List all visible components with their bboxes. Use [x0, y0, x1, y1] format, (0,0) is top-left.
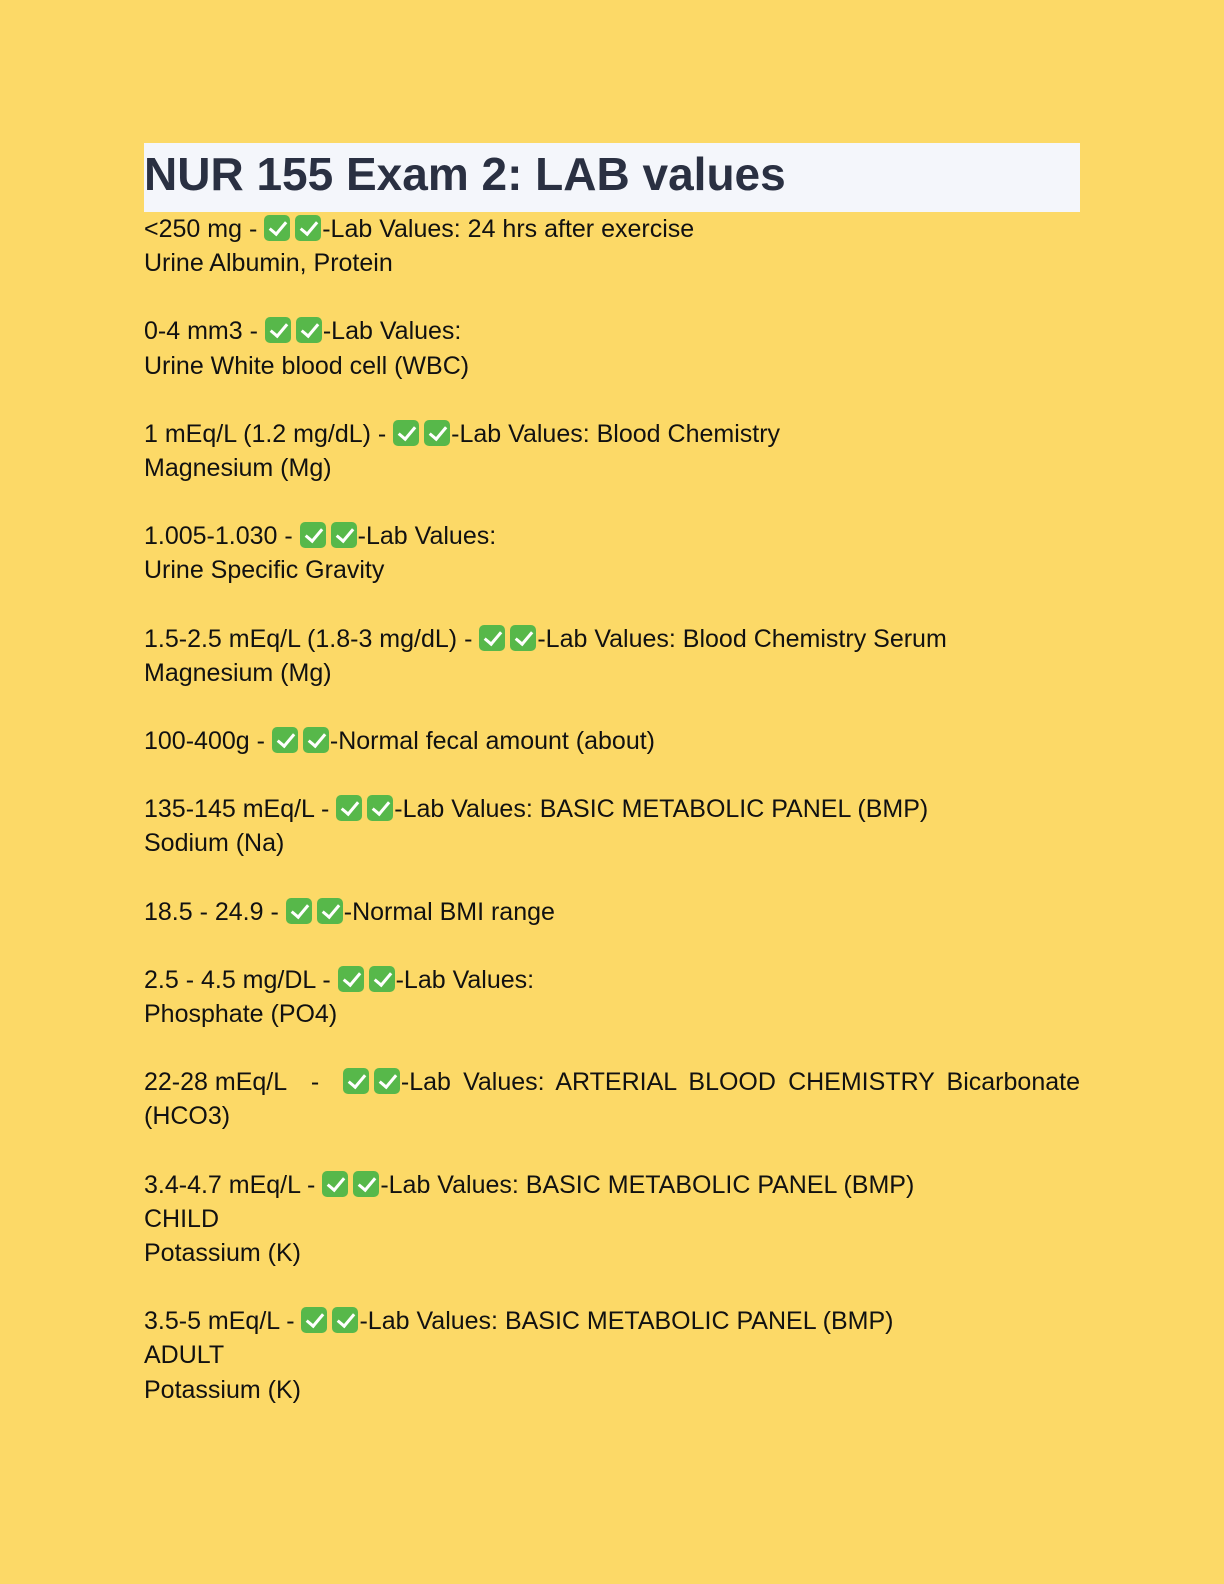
check-mark-icon: [338, 966, 364, 992]
check-mark-icon: [374, 1068, 400, 1094]
entry-label: -Lab Values:: [357, 522, 497, 551]
check-mark-icon: [295, 215, 321, 241]
check-marks: [264, 212, 322, 246]
page-title: NUR 155 Exam 2: LAB values: [144, 147, 786, 200]
check-marks: [393, 417, 451, 451]
entry-detail-line: Magnesium (Mg): [144, 658, 332, 687]
entry-value: <250 mg: [144, 215, 242, 243]
entry-label-group: [343, 1065, 1080, 1099]
entry-value: 100-400g: [144, 727, 250, 756]
entry-label: -Lab Values: BASIC METABOLIC PANEL (BMP): [380, 1170, 915, 1199]
lab-value-entry: [144, 212, 1080, 280]
entry-label: -Normal BMI range: [343, 897, 555, 926]
check-mark-icon: [424, 420, 450, 446]
lab-value-entry: [144, 724, 1080, 758]
entry-detail-line: Potassium (K): [144, 1375, 301, 1404]
entry-separator: -: [314, 795, 337, 824]
check-mark-icon: [264, 215, 290, 241]
entry-detail-line: Urine White blood cell (WBC): [144, 351, 470, 380]
entry-value: 22-28 mEq/L: [144, 1068, 288, 1097]
entry-label: -Lab Values: 24 hrs after exercise: [322, 215, 695, 243]
check-mark-icon: [367, 795, 393, 821]
entry-detail-line: Sodium (Na): [144, 829, 285, 858]
entry-first-line: [144, 417, 1080, 451]
entry-first-line: [144, 963, 1080, 997]
entry-separator: -: [242, 215, 265, 243]
check-mark-icon: [369, 966, 395, 992]
check-marks: [300, 519, 358, 553]
entry-separator: -: [370, 419, 394, 448]
entry-separator: -: [457, 624, 480, 653]
entry-label: -Lab Values:: [322, 317, 462, 346]
entry-detail-line: ADULT: [144, 1341, 225, 1370]
entry-detail-line: (HCO3): [144, 1102, 231, 1131]
entry-label: -Lab Values: Blood Chemistry Serum: [537, 624, 947, 653]
check-mark-icon: [336, 795, 362, 821]
entry-detail-line: Phosphate (PO4): [144, 1000, 338, 1029]
check-mark-icon: [510, 625, 536, 651]
lab-value-entry: [144, 1065, 1080, 1133]
check-marks: [343, 1065, 401, 1099]
check-marks: [336, 792, 394, 826]
entry-separator: -: [277, 522, 300, 551]
entry-separator: -: [279, 1307, 302, 1336]
entry-label: -Lab Values: ARTERIAL BLOOD CHEMISTRY Bicarbonate: [400, 1068, 1080, 1097]
check-marks: [338, 963, 396, 997]
entry-first-line: [144, 1065, 1080, 1099]
check-marks: [479, 622, 537, 656]
check-mark-icon: [301, 1307, 327, 1333]
entry-value: 3.4-4.7 mEq/L: [144, 1170, 301, 1199]
lab-value-entry: [144, 314, 1080, 382]
entry-first-line: [144, 792, 1080, 826]
lab-value-entry: [144, 622, 1080, 690]
lab-values-list: [144, 212, 1080, 1407]
check-mark-icon: [331, 522, 357, 548]
entry-first-line: [144, 519, 1080, 553]
entry-value: 1.5-2.5 mEq/L (1.8-3 mg/dL): [144, 624, 458, 653]
lab-value-entry: [144, 792, 1080, 860]
entry-value: 2.5 - 4.5 mg/DL: [144, 965, 316, 994]
entry-label: -Lab Values: Blood Chemistry: [451, 419, 781, 448]
entry-separator: -: [263, 897, 286, 926]
check-marks: [272, 724, 330, 758]
check-mark-icon: [332, 1307, 358, 1333]
entry-label: -Lab Values: BASIC METABOLIC PANEL (BMP): [359, 1307, 894, 1336]
entry-first-line: [144, 1168, 1080, 1202]
check-mark-icon: [479, 625, 505, 651]
entry-detail-line: CHILD: [144, 1204, 220, 1233]
entry-first-line: [144, 1304, 1080, 1338]
entry-detail-line: Magnesium (Mg): [144, 454, 332, 483]
entry-detail-line: Urine Albumin, Protein: [144, 249, 393, 278]
check-mark-icon: [393, 420, 419, 446]
entry-separator: -: [300, 1170, 323, 1199]
lab-value-entry: [144, 519, 1080, 587]
check-mark-icon: [353, 1171, 379, 1197]
entry-separator: -: [315, 965, 338, 994]
entry-detail-line: Potassium (K): [144, 1239, 301, 1268]
check-marks: [301, 1304, 359, 1338]
entry-first-line: [144, 895, 1080, 929]
title-bar: [144, 143, 1080, 212]
entry-separator: -: [249, 727, 272, 756]
entry-value: 18.5 - 24.9: [144, 897, 264, 926]
document-page: [144, 143, 1080, 1441]
check-marks: [322, 1168, 380, 1202]
entry-first-line: [144, 314, 1080, 348]
lab-value-entry: [144, 963, 1080, 1031]
lab-value-entry: [144, 1168, 1080, 1271]
entry-value: 135-145 mEq/L: [144, 795, 315, 824]
lab-value-entry: [144, 1304, 1080, 1407]
lab-value-entry: [144, 417, 1080, 485]
entry-value: 1 mEq/L (1.2 mg/dL): [144, 419, 371, 448]
entry-label: -Lab Values: BASIC METABOLIC PANEL (BMP): [394, 795, 929, 824]
entry-first-line: [144, 622, 1080, 656]
entry-label: -Normal fecal amount (about): [329, 727, 656, 756]
check-mark-icon: [286, 898, 312, 924]
check-mark-icon: [296, 317, 322, 343]
entry-value: 1.005-1.030: [144, 522, 278, 551]
check-mark-icon: [300, 522, 326, 548]
check-mark-icon: [343, 1068, 369, 1094]
entry-value: 3.5-5 mEq/L: [144, 1307, 280, 1336]
check-mark-icon: [303, 727, 329, 753]
entry-separator: -: [310, 1068, 320, 1097]
entry-first-line: [144, 212, 1080, 246]
lab-value-entry: [144, 895, 1080, 929]
check-mark-icon: [322, 1171, 348, 1197]
check-marks: [286, 895, 344, 929]
check-mark-icon: [272, 727, 298, 753]
entry-first-line: [144, 724, 1080, 758]
check-mark-icon: [317, 898, 343, 924]
entry-separator: -: [242, 317, 265, 346]
check-mark-icon: [265, 317, 291, 343]
entry-detail-line: Urine Specific Gravity: [144, 556, 385, 585]
check-marks: [265, 314, 323, 348]
entry-label: -Lab Values:: [395, 965, 535, 994]
entry-value: 0-4 mm3: [144, 317, 243, 346]
